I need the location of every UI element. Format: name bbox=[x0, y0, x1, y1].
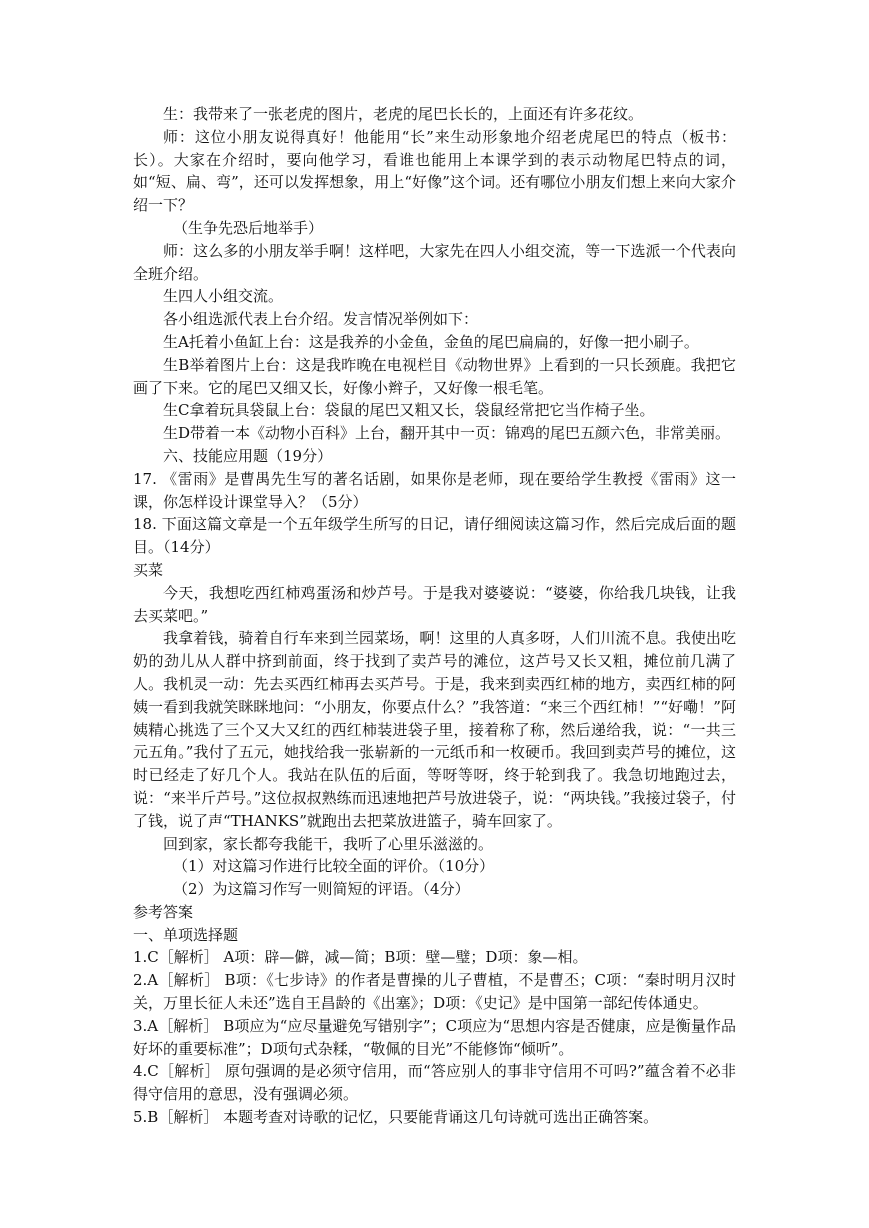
sub-question: （1）对这篇习作进行比较全面的评价。（10分） bbox=[173, 857, 495, 876]
paragraph: 师：这么多的小朋友举手啊！这样吧，大家先在四人小组交流，等一下选派一个代表向全班介绍。 bbox=[133, 241, 736, 283]
answer-item: 3.A［解析］ B项应为“应尽量避免写错别字”；C项应为“思想内容是否健康，应是衡量作品好坏的重要标准”；D项句式杂糅，“敬佩的目光”不能修饰“倾听”。 bbox=[133, 1016, 736, 1058]
paragraph: 我拿着钱，骑着自行车来到兰园菜场，啊！这里的人真多呀，人们川流不息。我使出吃奶的劲儿从人群中挤到前面，终于找到了卖芦号的滩位，这芦号又长又粗，摊位前几满了人。我机灵一动：先去买西红柿再去买芦号。于是，我来到卖西红柿的地方，卖西红柿的阿姨一看到我就笑眯眯地问：“小朋友，你要点什么？”我答道：“来三个西红柿！”“好嘞！”阿姨精心挑选了三个又大又红的西红柿装进袋子里，接着称了称，然后递给我，说：“一共三元五角。”我付了五元，她找给我一张崭新的一元纸币和一枚硬币。我回到卖芦号的摊位，这时已经走了好几个人。我站在队伍的后面，等呀等呀，终于轮到我了。我急切地跑过去，说：“来半斤芦号。”这位叔叔熟练而迅速地把芦号放进袋子，说：“两块钱。”我接过袋子，付了钱，说了声“THANKS”就跑出去把菜放进篮子，骑车回家了。 bbox=[133, 629, 736, 830]
section-heading: 六、技能应用题（19分） bbox=[163, 446, 333, 465]
document-page bbox=[133, 103, 736, 1129]
essay-title: 买菜 bbox=[133, 560, 164, 579]
answers-heading: 参考答案 bbox=[133, 902, 194, 921]
question-17: 17. 《雷雨》是曹禺先生写的著名话剧，如果你是老师，现在要给学生教授《雷雨》这一课，你怎样设计课堂导入？（5分） bbox=[133, 469, 736, 511]
paragraph: 回到家，家长都夸我能干，我听了心里乐滋滋的。 bbox=[163, 834, 494, 853]
paragraph: 生A托着小鱼缸上台：这是我养的小金鱼，金鱼的尾巴扁扁的，好像一把小刷子。 bbox=[163, 332, 699, 351]
paragraph: 生B举着图片上台：这是我昨晚在电视栏目《动物世界》上看到的一只长颈鹿。我把它画了下来。它的尾巴又细又长，好像小辫子，又好像一根毛笔。 bbox=[133, 355, 736, 397]
answer-item: 4.C［解析］ 原句强调的是必须守信用，而“答应别人的事非守信用不可吗?”蕴含着不必非得守信用的意思，没有强调必须。 bbox=[133, 1062, 736, 1104]
answer-item: 2.A［解析］ B项：《七步诗》的作者是曹操的儿子曹植，不是曹丕；C项：“秦时明月汉时关，万里长征人未还”选自王昌龄的《出塞》；D项：《史记》是中国第一部纪传体通史。 bbox=[133, 971, 736, 1013]
question-18: 18. 下面这篇文章是一个五年级学生所写的日记，请仔细阅读这篇习作，然后完成后面的题目。（14分） bbox=[133, 515, 736, 557]
paragraph: 生：我带来了一张老虎的图片，老虎的尾巴长长的，上面还有许多花纹。 bbox=[163, 105, 644, 123]
paragraph: 各小组选派代表上台介绍。发言情况举例如下： bbox=[163, 310, 479, 329]
paragraph: 师：这位小朋友说得真好！他能用“长”来生动形象地介绍老虎尾巴的特点（板书：长）。大家在介绍时，要向他学习，看谁也能用上本课学到的表示动物尾巴特点的词，如“短、扁、弯”，还可以发挥想象，用上“好像”这个词。还有哪位小朋友们想上来向大家介绍一下？ bbox=[133, 127, 736, 215]
paragraph: 生四人小组交流。 bbox=[163, 287, 284, 306]
paragraph: 生D带着一本《动物小百科》上台，翻开其中一页：锦鸡的尾巴五颜六色，非常美丽。 bbox=[163, 424, 731, 443]
answer-item: 1.C［解析］ A项：辟—僻，减—简；B项：壁—璧；D项：象—相。 bbox=[133, 948, 588, 967]
paragraph: 今天，我想吃西红柿鸡蛋汤和炒芦号。于是我对婆婆说：“婆婆，你给我几块钱，让我去买菜吧。” bbox=[133, 583, 736, 625]
paragraph: （生争先恐后地举手） bbox=[173, 218, 324, 237]
section-heading: 一、单项选择题 bbox=[133, 925, 239, 944]
answer-item: 5.B［解析］ 本题考查对诗歌的记忆，只要能背诵这几句诗就可选出正确答案。 bbox=[133, 1108, 659, 1127]
paragraph: 生C拿着玩具袋鼠上台：袋鼠的尾巴又粗又长，袋鼠经常把它当作椅子坐。 bbox=[163, 401, 655, 420]
sub-question: （2）为这篇习作写一则简短的评语。（4分） bbox=[173, 880, 470, 899]
